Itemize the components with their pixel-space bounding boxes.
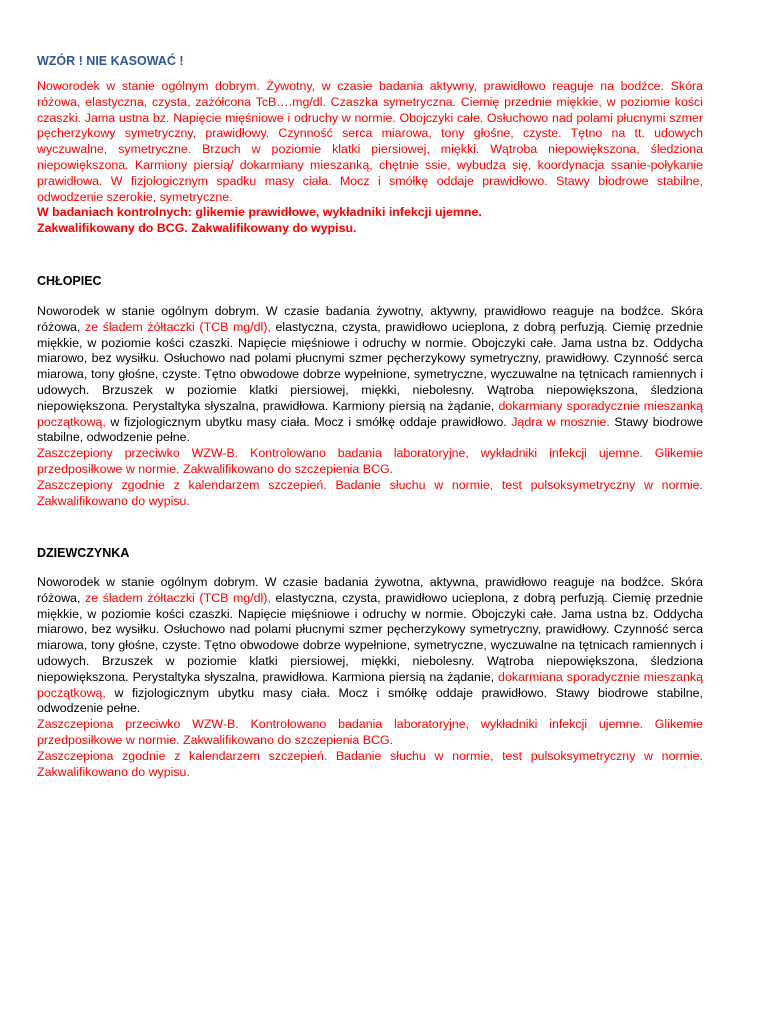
girl-feeding-note: dokarmiana sporadycznie mieszanką początkową,: [37, 669, 704, 700]
boy-testes-note: Jądra w mosznie.: [511, 414, 610, 429]
girl-exam-paragraph: [37, 575, 703, 717]
boy-vaccination-note: Zaszczepiony przeciwko WZW-B. Kontrolowano badania laboratoryjne, wykładniki infekcji ujemne. Glikemie przedposiłkowe w normie. Zakwalifikowano do szczepienia BCG.: [37, 446, 703, 476]
girl-heading: DZIEWCZYNKA: [37, 546, 130, 560]
boy-feeding-note: dokarmiany sporadycznie mieszanką początkową,: [37, 398, 703, 429]
template-section: [37, 79, 703, 237]
boy-exam-text-1: Noworodek w stanie ogólnym dobrym. W czasie badania żywotny, aktywny, prawidłowo reaguje na bodźce. Skóra różowa,: [37, 304, 703, 334]
template-control-tests: W badaniach kontrolnych: glikemie prawidłowe, wykładniki infekcji ujemne.: [37, 205, 482, 220]
girl-discharge-note: Zaszczepiona zgodnie z kalendarzem szczepień. Badanie słuchu w normie, test pulsoksymetryczny w normie. Zakwalifikowano do wypisu.: [37, 748, 703, 779]
girl-section: [37, 575, 703, 780]
boy-discharge-note: Zaszczepiony zgodnie z kalendarzem szczepień. Badanie słuchu w normie, test pulsoksymetryczny w normie. Zakwalifikowano do wypisu.: [37, 477, 703, 508]
boy-exam-text-2: elastyczna, czysta, prawidłowo ucieplona, z dobrą perfuzją. Ciemię przednie miękkie, w poziomie kości czaszki. Napięcie mięśniowe i odruchy w normie. Obojczyki całe. Jama ustna bz. Oddycha miarowo, bez wysiłku. Osłuchowo nad polami płucnymi szmer pęcherzykowy symetryczny, prawidłowy. Czynność serca miarowa, tony głośne, czyste. Tętno obwodowe dobrze wypełnione, symetryczne, wyczuwalne na tętnicach ramiennych i udowych. Brzuszek w poziomie klatki piersiowej, miękki, niebolesny. Wątroba niepowiększona, śledziona niepowiększona. Perystaltyka słyszalna, prawidłowa. Karmiony piersią na żądanie,: [37, 319, 703, 413]
template-qualification: Zakwalifikowany do BCG. Zakwalifikowany do wypisu.: [37, 221, 357, 236]
girl-exam-text-2: elastyczna, czysta, prawidłowo ucieplona, z dobrą perfuzją. Ciemię przednie miękkie, w poziomie kości czaszki. Napięcie mięśniowe i odruchy w normie. Obojczyki całe. Jama ustna bz. Oddycha miarowo, bez wysiłku. Osłuchowo nad polami płucnymi szmer pęcherzykowy symetryczny, prawidłowy. Czynność serca miarowa, tony głośne, czyste. Tętno obwodowe dobrze wypełnione, symetryczne, wyczuwalne na tętnicach ramiennych i udowych. Brzuszek w poziomie klatki piersiowej, miękki, niebolesny. Wątroba niepowiększona, śledziona niepowiększona. Perystaltyka słyszalna, prawidłowa. Karmiona piersią na żądanie,: [37, 590, 703, 684]
boy-exam-text-3: w fizjologicznym ubytku masy ciała. Mocz i smółkę oddaje prawidłowo.: [105, 414, 512, 429]
template-body: Noworodek w stanie ogólnym dobrym. Żywotny, w czasie badania aktywny, prawidłowo reaguje na bodźce. Skóra różowa, elastyczna, czysta, zażółcona TcB….mg/dl. Czaszka symetryczna. Ciemię przednie miękkie, w poziomie kości czaszki. Jama ustna bz. Napięcie mięśniowe i odruchy w normie. Obojczyki całe. Osłuchowo nad polami płucnymi szmer pęcherzykowy symetryczny, prawidłowy. Czynność serca miarowa, tony głośne, czyste. Tętno na tt. udowych wyczuwalne, symetryczne. Brzuch w poziomie klatki piersiowej, miękki. Wątroba niepowiększona, śledziona niepowiększona. Karmiony piersią/ dokarmiany mieszanką, chętnie ssie, wybudza się, koordynacja ssanie-połykanie prawidłowa. W fizjologicznym spadku masy ciała. Mocz i smółkę oddaje prawidłowo. Stawy biodrowe stabilne, odwodzenie szerokie, symetryczne.: [37, 79, 703, 204]
boy-heading: CHŁOPIEC: [37, 274, 102, 288]
boy-jaundice-note: ze śladem żółtaczki (TCB mg/dl),: [85, 319, 271, 334]
boy-section: [37, 304, 703, 509]
girl-jaundice-note: ze śladem żółtaczki (TCB mg/dl),: [85, 590, 271, 605]
girl-vaccination-note: Zaszczepiona przeciwko WZW-B. Kontrolowano badania laboratoryjne, wykładniki infekcji ujemne. Glikemie przedposiłkowe w normie. Zakwalifikowano do szczepienia BCG.: [37, 717, 703, 747]
template-heading: WZÓR ! NIE KASOWAĆ !: [37, 54, 184, 68]
girl-exam-text-1: Noworodek w stanie ogólnym dobrym. W czasie badania żywotna, aktywna, prawidłowo reaguje na bodźce. Skóra różowa,: [37, 575, 703, 605]
boy-exam-paragraph: [37, 304, 703, 446]
boy-exam-text-4: Stawy biodrowe stabilne, odwodzenie pełne.: [37, 414, 703, 445]
girl-exam-text-3: w fizjologicznym ubytku masy ciała. Mocz i smółkę oddaje prawidłowo. Stawy biodrowe stabilne, odwodzenie pełne.: [37, 685, 703, 716]
